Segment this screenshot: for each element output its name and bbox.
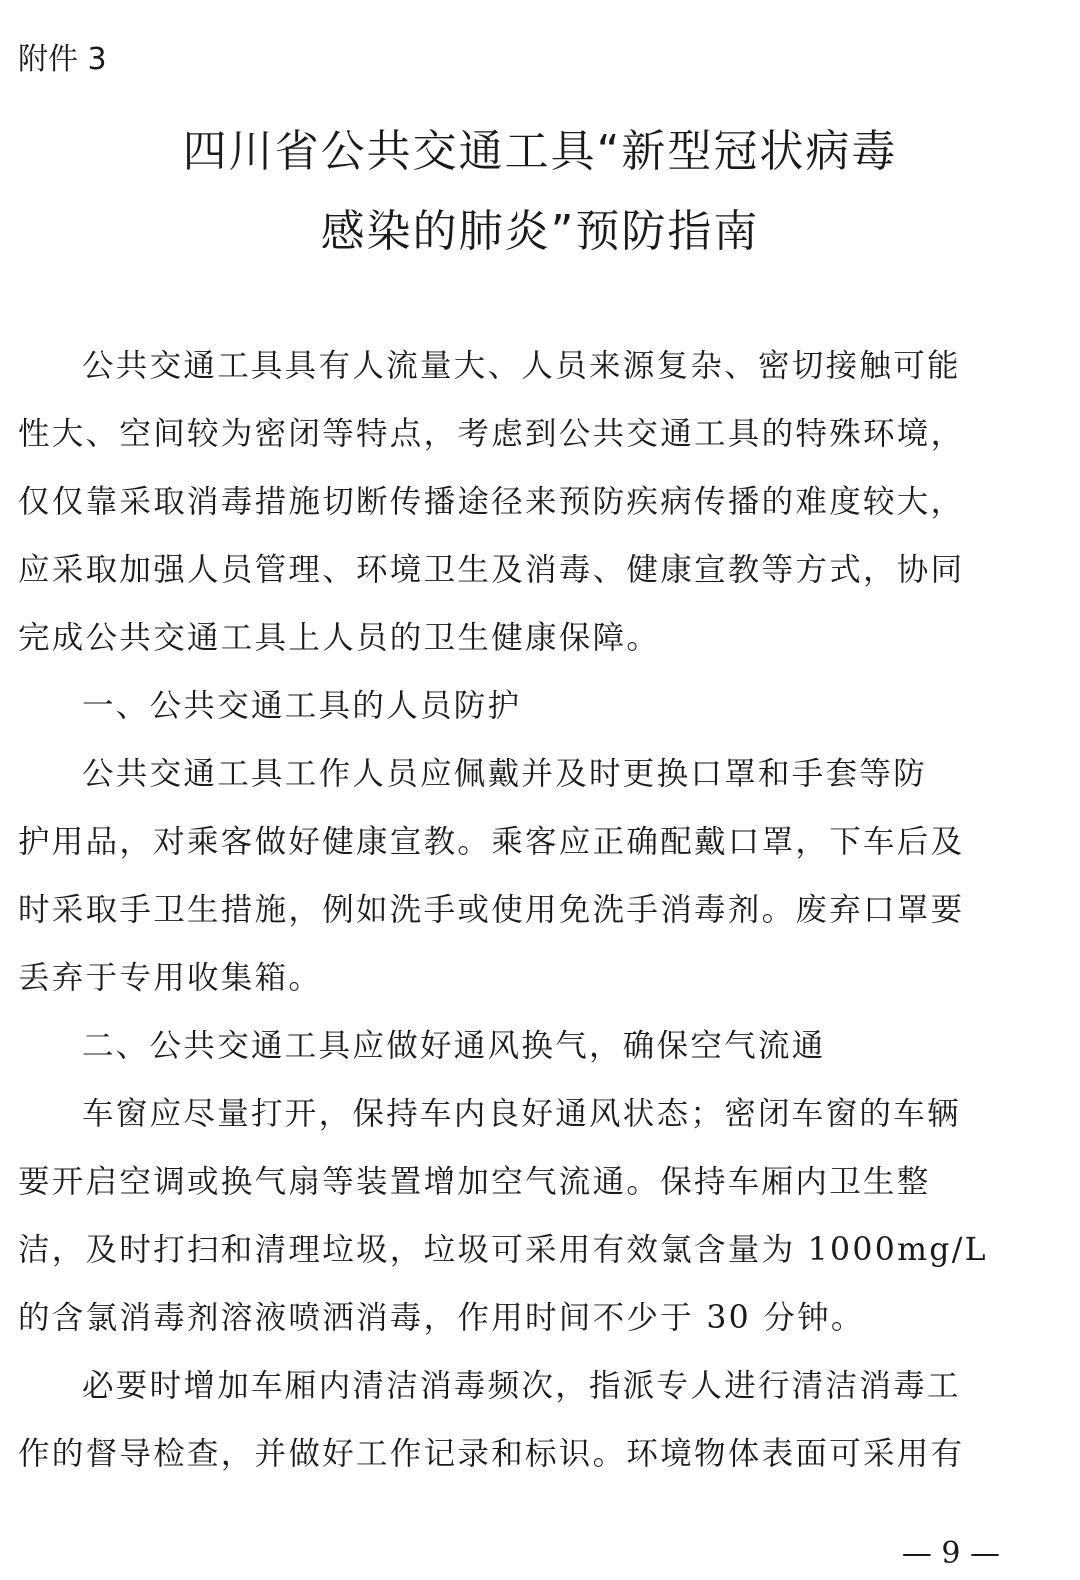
paragraph-line: 公共交通工具具有人流量大、人员来源复杂、密切接触可能 [82, 348, 961, 384]
paragraph-line: 仅仅靠采取消毒措施切断传播途径来预防疾病传播的难度较大， [18, 484, 965, 520]
paragraph-line: 时采取手卫生措施，例如洗手或使用免洗手消毒剂。废弃口罩要 [18, 892, 965, 928]
section-1-paragraph [18, 740, 1048, 1012]
document-body [18, 332, 1048, 1488]
paragraph-line: 丢弃于专用收集箱。 [18, 960, 323, 996]
paragraph-line: 必要时增加车厢内清洁消毒频次，指派专人进行清洁消毒工 [82, 1368, 961, 1404]
title-line-2: 感染的肺炎”预防指南 [320, 206, 760, 257]
document-title [0, 112, 1080, 272]
intro-paragraph [18, 332, 1048, 672]
page-number: — 9 — [901, 1536, 1000, 1571]
paragraph-line: 洁，及时打扫和清理垃圾，垃圾可采用有效氯含量为 1000mg/L [18, 1232, 988, 1268]
paragraph-line: 车窗应尽量打开，保持车内良好通风状态；密闭车窗的车辆 [82, 1096, 961, 1132]
section-1-heading: 一、公共交通工具的人员防护 [82, 688, 522, 724]
paragraph-line: 应采取加强人员管理、环境卫生及消毒、健康宣教等方式，协同 [18, 552, 965, 588]
paragraph-line: 完成公共交通工具上人员的卫生健康保障。 [18, 620, 661, 656]
section-2-paragraph-1 [18, 1080, 1048, 1352]
paragraph-line: 护用品，对乘客做好健康宣教。乘客应正确配戴口罩，下车后及 [18, 824, 965, 860]
paragraph-line: 要开启空调或换气扇等装置增加空气流通。保持车厢内卫生整 [18, 1164, 931, 1200]
attachment-label: 附件 3 [18, 42, 107, 77]
section-2-paragraph-2 [18, 1352, 1048, 1488]
paragraph-line: 公共交通工具工作人员应佩戴并及时更换口罩和手套等防 [82, 756, 928, 792]
paragraph-line: 作的督导检查，并做好工作记录和标识。环境物体表面可采用有 [18, 1436, 965, 1472]
title-line-1: 四川省公共交通工具“新型冠状病毒 [182, 126, 898, 177]
section-2-heading: 二、公共交通工具应做好通风换气，确保空气流通 [82, 1028, 826, 1064]
paragraph-line: 的含氯消毒剂溶液喷洒消毒，作用时间不少于 30 分钟。 [18, 1300, 865, 1336]
paragraph-line: 性大、空间较为密闭等特点，考虑到公共交通工具的特殊环境， [18, 416, 965, 452]
